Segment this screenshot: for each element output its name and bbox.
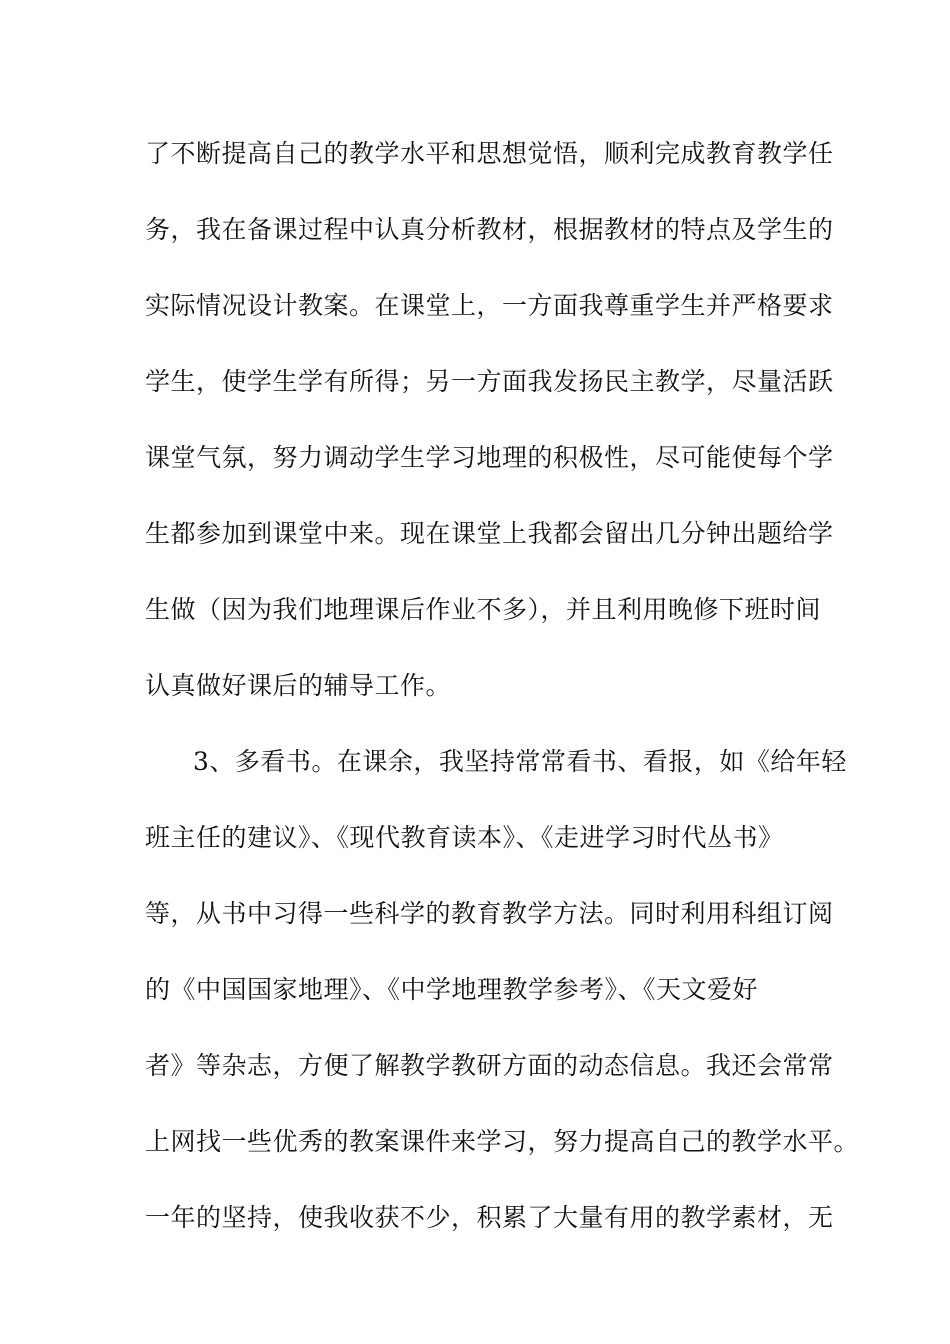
text-line: 等，从书中习得一些科学的教育教学方法。同时利用科组订阅 bbox=[145, 899, 834, 928]
body-text bbox=[145, 130, 860, 1270]
text-line: 生做（因为我们地理课后作业不多），并且利用晚修下班时间 bbox=[145, 595, 822, 624]
text-line: 上网找一些优秀的教案课件来学习，努力提高自己的教学水平。 bbox=[145, 1127, 860, 1156]
text-line: 了不断提高自己的教学水平和思想觉悟，顺利完成教育教学任 bbox=[145, 139, 834, 168]
text-line: 认真做好课后的辅导工作。 bbox=[145, 671, 452, 700]
text-line: 班主任的建议》、《现代教育读本》、《走进学习时代丛书》 bbox=[145, 823, 784, 852]
text-line: 务，我在备课过程中认真分析教材，根据教材的特点及学生的 bbox=[145, 215, 834, 244]
paragraph-start-line: 3、多看书。在课余，我坚持常常看书、看报，如《给年轻 bbox=[193, 747, 847, 776]
text-line: 者》等杂志，方便了解教学教研方面的动态信息。我还会常常 bbox=[145, 1051, 834, 1080]
text-line: 的《中国国家地理》、《中学地理教学参考》、《天文爱好 bbox=[145, 975, 759, 1004]
text-line: 学生，使学生学有所得；另一方面我发扬民主教学，尽量活跃 bbox=[145, 367, 834, 396]
text-line: 课堂气氛，努力调动学生学习地理的积极性，尽可能使每个学 bbox=[145, 443, 834, 472]
text-line: 实际情况设计教案。在课堂上，一方面我尊重学生并严格要求 bbox=[145, 291, 834, 320]
text-line: 一年的坚持，使我收获不少，积累了大量有用的教学素材，无 bbox=[145, 1203, 834, 1232]
text-line: 生都参加到课堂中来。现在课堂上我都会留出几分钟出题给学 bbox=[145, 519, 834, 548]
